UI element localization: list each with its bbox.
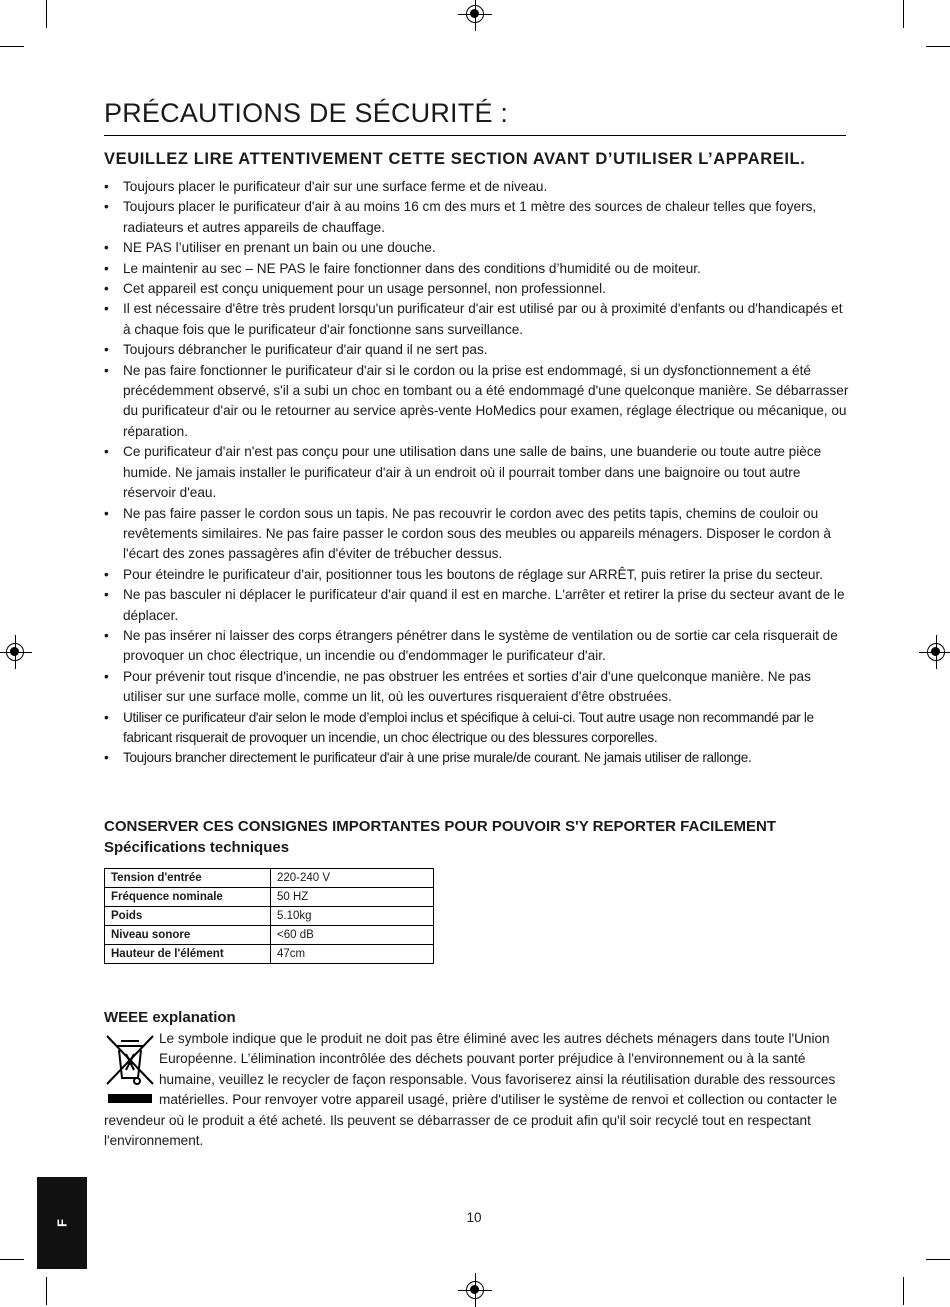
table-row (105, 907, 434, 926)
registration-mark-icon (927, 643, 945, 661)
list-item: • Il est nécessaire d'être très prudent lorsqu'un purificateur d'air est utilisé par ou à proximité d'enfants ou d'handicapés et à chaque fois que le purificateur d'air fonctionne sans surveillance. (104, 299, 849, 340)
list-item: • Toujours brancher directement le purificateur d'air à une prise murale/de courant. Ne jamais utiliser de rallonge. (104, 748, 849, 768)
list-item: • Ne pas basculer ni déplacer le purificateur d'air quand il est en marche. L'arrêter et retirer la prise du secteur avant de le déplacer. (104, 585, 849, 626)
weee-text: Le symbole indique que le produit ne doit pas être éliminé avec les autres déchets ménagers dans toute l'Union Européenne. L’élimination incontrôlée des déchets pouvant porter préjudice à l'environnement ou à la santé humaine, veuillez le recycler de façon responsable. Vous favoriserez ainsi la réutilisation durable des ressources matérielles. Pour renvoyer votre appareil usagé, prière d'utiliser le système de renvoi et collection ou contacter le revendeur où le produit a été acheté. Ils peuvent se débarrasser de ce produit afin qu'il soir recyclé tout en respectant l'environnement. (104, 1031, 838, 1149)
page-number: 10 (466, 1210, 482, 1225)
list-item: • Ne pas insérer ni laisser des corps étrangers pénétrer dans le système de ventilation ou de sortie car cela risquerait de provoquer un choc électrique, un incendie ou d'endommager le purificateur d'air. (104, 626, 849, 667)
list-item: • Pour éteindre le purificateur d'air, positionner tous les boutons de réglage sur ARRÊT, puis retirer la prise du secteur. (104, 565, 849, 585)
crop-mark (46, 1277, 47, 1305)
spec-label: Niveau sonore (105, 926, 271, 945)
registration-mark-icon (6, 643, 24, 661)
table-row (105, 945, 434, 964)
spec-value: <60 dB (271, 926, 434, 945)
list-item: • Ce purificateur d'air n'est pas conçu pour une utilisation dans une salle de bains, une buanderie ou toute autre pièce humide. Ne jamais installer le purificateur d'air à un endroit où il pourrait tomber dans une baignoire ou tout autre réservoir d'eau. (104, 442, 849, 503)
specs-table (104, 868, 434, 964)
list-item: • Le maintenir au sec – NE PAS le faire fonctionner dans des conditions d’humidité ou de moiteur. (104, 259, 849, 279)
spec-label: Hauteur de l'élément (105, 945, 271, 964)
list-item: • Ne pas faire fonctionner le purificateur d'air si le cordon ou la prise est endommagé, si un dysfonctionnement a été précédemment observé, s'il a subi un choc en tombant ou a été endommagé d'une quelconque manière. Se débarrasser du purificateur d'air ou le retourner au service après-vente HoMedics pour examen, réglage électrique ou mécanique, ou réparation. (104, 361, 849, 443)
crop-mark (926, 46, 950, 47)
crop-mark (903, 0, 904, 28)
spec-label: Fréquence nominale (105, 888, 271, 907)
registration-mark-icon (466, 5, 484, 23)
crop-mark (0, 1259, 24, 1260)
page-title: PRÉCAUTIONS DE SÉCURITÉ : (104, 98, 846, 136)
crop-mark (926, 1259, 950, 1260)
table-row (105, 869, 434, 888)
spec-value: 50 HZ (271, 888, 434, 907)
spec-value: 220-240 V (271, 869, 434, 888)
list-item: • Utiliser ce purificateur d'air selon le mode d’emploi inclus et spécifique à celui-ci. Tout autre usage non recommandé par le fabricant risquerait de provoquer un incendie, un choc électrique ou des blessures corporelles. (104, 708, 849, 749)
table-row (105, 888, 434, 907)
spec-value: 5.10kg (271, 907, 434, 926)
crop-mark (903, 1277, 904, 1305)
list-item: • Toujours placer le purificateur d'air sur une surface ferme et de niveau. (104, 177, 849, 197)
language-tab (37, 1177, 87, 1269)
list-item: • Ne pas faire passer le cordon sous un tapis. Ne pas recouvrir le cordon avec des petits tapis, chemins de couloir ou revêtements similaires. Ne pas faire passer le cordon sous des meubles ou appareils ménagers. Disposer le cordon à l'écart des zones passagères afin d'éviter de trébucher dessus. (104, 504, 849, 565)
table-row (105, 926, 434, 945)
registration-mark-icon (466, 1281, 484, 1299)
language-tab-label: F (54, 1219, 70, 1227)
specs-heading: Spécifications techniques (104, 839, 290, 856)
conserve-heading: CONSERVER CES CONSIGNES IMPORTANTES POUR POUVOIR S'Y REPORTER FACILEMENT (104, 818, 776, 835)
list-item: • NE PAS l’utiliser en prenant un bain ou une douche. (104, 238, 849, 258)
crop-mark (46, 0, 47, 28)
spec-label: Poids (105, 907, 271, 926)
list-item: • Toujours débrancher le purificateur d'air quand il ne sert pas. (104, 340, 849, 360)
spec-value: 47cm (271, 945, 434, 964)
spec-label: Tension d'entrée (105, 869, 271, 888)
list-item: • Pour prévenir tout risque d'incendie, ne pas obstruer les entrées et sorties d'air d'une quelconque manière. Ne pas utiliser sur une surface molle, comme un lit, où les ouvertures risqueraient d'être obstruées. (104, 667, 849, 708)
list-item: • Toujours placer le purificateur d'air à au moins 16 cm des murs et 1 mètre des sources de chaleur telles que foyers, radiateurs et autres appareils de chauffage. (104, 197, 849, 238)
weee-heading: WEEE explanation (104, 1009, 236, 1026)
icon-spacer (104, 1029, 159, 1107)
precautions-list (104, 177, 849, 769)
crop-mark (0, 46, 24, 47)
list-item: • Cet appareil est conçu uniquement pour un usage personnel, non professionnel. (104, 279, 849, 299)
weee-paragraph (104, 1029, 848, 1151)
section-heading: VEUILLEZ LIRE ATTENTIVEMENT CETTE SECTION AVANT D’UTILISER L’APPAREIL. (104, 150, 806, 168)
